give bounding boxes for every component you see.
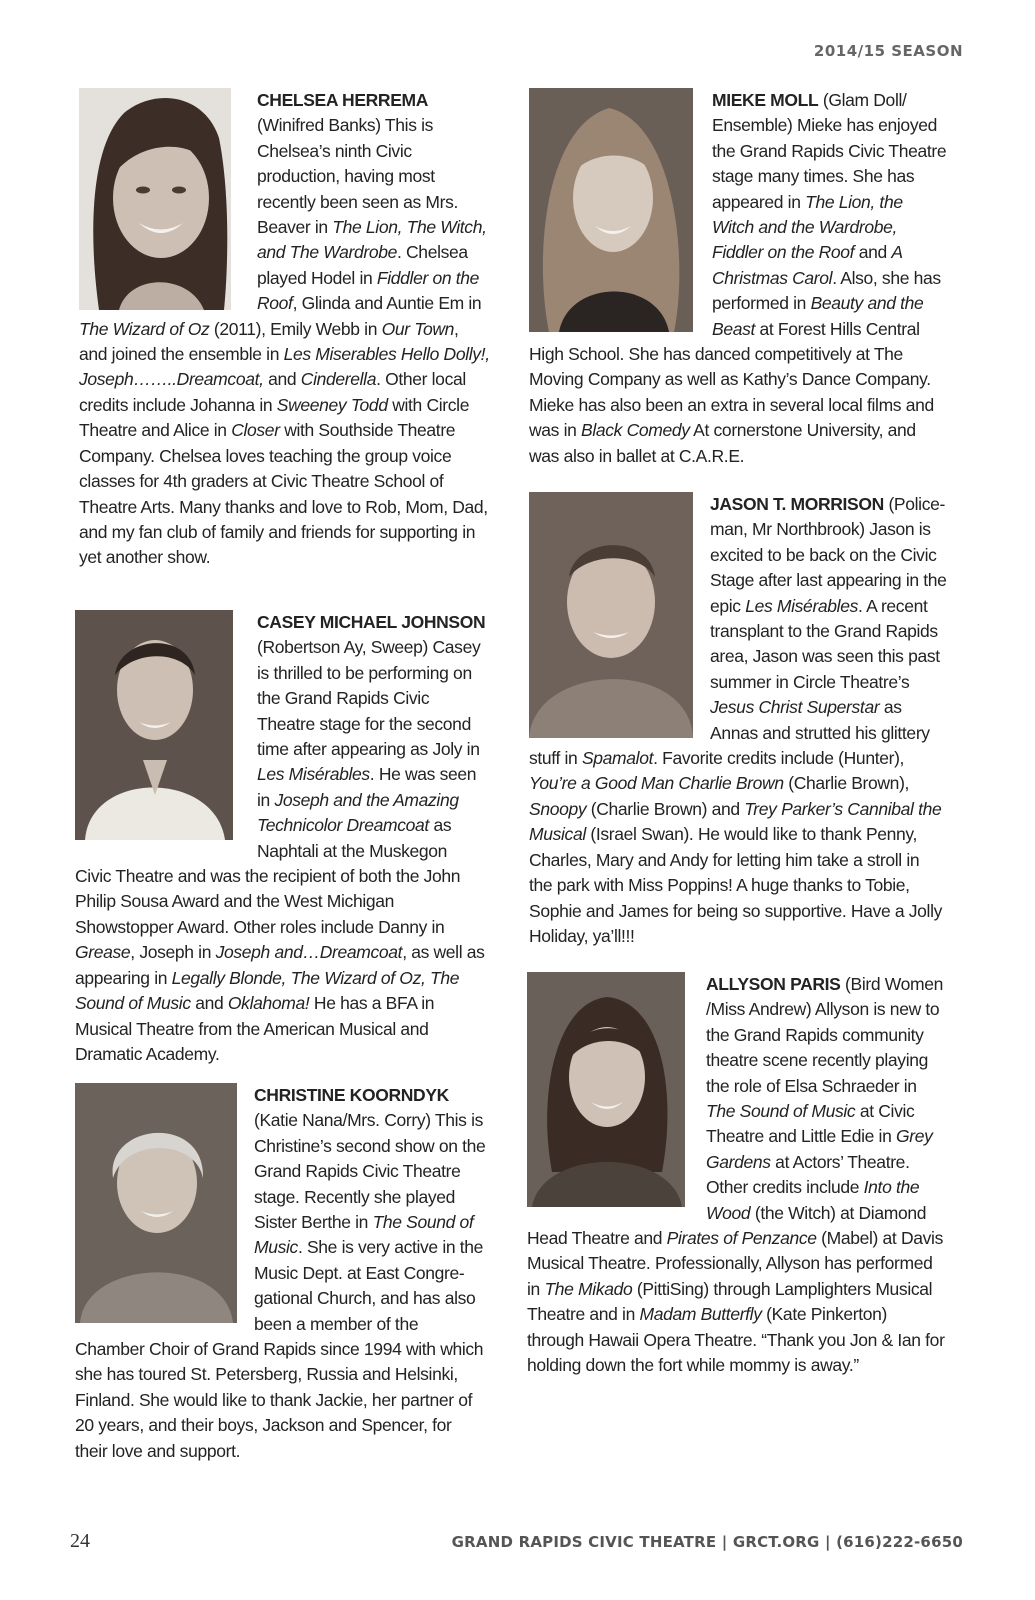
bio-chelsea-herrema [79, 88, 491, 571]
bio-mieke-moll [529, 88, 947, 469]
bio-text-run: and [263, 369, 301, 390]
bio-text-run: (Robertson Ay, Sweep) Casey is thrilled to be performing on the Grand Rapids Civic Theatre stage for the second time after appearing as Joly in [257, 637, 481, 760]
bio-title-italic: Our Town [381, 318, 455, 339]
bio-title-italic: The Lion, The Witch, and The Wardrobe [257, 217, 487, 263]
bio-text-run: as Annas and strutted his glittery stuff in [529, 697, 930, 769]
bio-name: MIEKE MOLL [712, 90, 819, 110]
bio-text-run: at Actors’ Theatre. Other credits include [706, 1151, 910, 1198]
bio-title-italic: Fiddler on the Roof [257, 267, 480, 314]
bio-title-italic: You’re a Good Man Charlie Brown [529, 773, 784, 794]
bio-title-italic: Grease [75, 942, 131, 963]
bio-title-italic: The Sound of Music [254, 1212, 474, 1258]
bio-title-italic: Pirates of Penzance [666, 1228, 817, 1249]
bio-text-run: (Israel Swan). He would like to thank Penny, Charles, Mary and Andy for letting him take a stroll in the park with Miss Poppins! A huge thanks to Tobie, Sophie and James for being so supportive. Have a Jolly Holiday, ya’ll!!! [529, 824, 943, 946]
bio-text-run: (the Witch) at Diamond Head Theatre and [527, 1202, 927, 1249]
bio-title-italic: Les Miserables Hello Dolly!, Joseph……..Dreamcoat, [79, 344, 490, 390]
bio-title-italic: Cinderella [300, 369, 377, 390]
bio-title-italic: Into the Wood [706, 1177, 920, 1223]
bio-text-run: (2011), Emily Webb in [209, 318, 382, 339]
bio-text-run: as Naphtali at the Muskegon Civic Theatre and was the recipient of both the John Philip Sousa Award and the West Michigan Showstopper Award. Other roles include Danny in [75, 815, 461, 937]
bio-title-italic: Jesus Christ Superstar [710, 697, 880, 718]
bio-text-run: , Joseph in [130, 942, 216, 963]
bio-text-run: , and joined the ensemble in [79, 318, 459, 365]
bio-text-run: (Mabel) at Davis Musical Theatre. Professionally, Allyson has performed in [527, 1228, 943, 1299]
bio-text-run: . She is very active in the Music Dept. at East Congre-gational Church, and has also been a member of the Chamber Choir of Grand Rapids since 1994 with which she has toured St. Petersberg, Russia and Helsinki, Finland. She would like to thank Jackie, her partner of 20 years, and their boys, Jackson and Spencer, for their love and support. [75, 1237, 484, 1461]
bio-title-italic: Closer [231, 420, 280, 441]
bio-title-italic: Trey Parker’s Cannibal the Musical [529, 798, 942, 845]
bio-text-run: . Favorite credits include (Hunter), [653, 748, 905, 769]
bio-text-run: . A recent transplant to the Grand Rapids area, Jason was seen this past summer in Circle Theatre’s [710, 595, 940, 692]
bio-text-run: (Police-man, Mr Northbrook) Jason is excited to be back on the Civic Stage after last appearing in the epic [710, 494, 947, 616]
bio-text-run: At cornerstone University, and was also in ballet at C.A.R.E. [529, 420, 916, 466]
bio-text-run: (Winifred Banks) This is Chelsea’s ninth Civic production, having most recently been seen as Mrs. Beaver in [257, 115, 459, 238]
bio-title-italic: Grey Gardens [706, 1126, 933, 1172]
bio-text-run: (Charlie Brown) and [586, 798, 745, 819]
bio-name: CHELSEA HERREMA [257, 90, 429, 110]
bio-title-italic: The Mikado [544, 1278, 633, 1299]
bio-text-run: He has a BFA in Musical Theatre from the American Musical and Dramatic Academy. [75, 993, 435, 1064]
bio-title-italic: The Wizard of Oz [79, 318, 210, 339]
bio-text-run: with Circle Theatre and Alice in [79, 394, 470, 441]
bio-title-italic: Joseph and…Dreamcoat [215, 942, 403, 963]
bio-text-run: . Also, she has performed in [712, 267, 941, 314]
bio-text-run: and [854, 242, 892, 263]
bio-name: CASEY MICHAEL JOHNSON [257, 612, 486, 632]
bio-text-run: , Glinda and Auntie Em in [292, 293, 482, 314]
headshot-photo [529, 88, 693, 332]
headshot-photo [527, 972, 685, 1207]
bio-casey-michael-johnson [75, 610, 487, 1067]
bio-title-italic: The Lion, the Witch and the Wardrobe, Fiddler on the Roof [712, 191, 903, 263]
bio-title-italic: Les Misérables [745, 595, 859, 616]
bio-allyson-paris [527, 972, 947, 1379]
headshot-photo [79, 88, 231, 310]
bio-text-run: (Charlie Brown), [783, 773, 910, 794]
bio-text-run: (Glam Doll/ Ensemble) Mieke has enjoyed the Grand Rapids Civic Theatre stage many times. She has appeared in [712, 90, 947, 212]
bio-text-run: (PittiSing) through Lamplighters Musical Theatre and in [527, 1278, 933, 1325]
bio-text-run: with Southside Theatre Company. Chelsea loves teaching the group voice classes for 4th graders at Civic Theatre School of Theatre Arts. Many thanks and love to Rob, Mom, Dad, and my fan club of family and friends for supporting in yet another show. [79, 420, 488, 568]
bio-text-run: at Civic Theatre and Little Edie in [706, 1101, 915, 1147]
bio-title-italic: Snoopy [529, 798, 587, 819]
headshot-photo [75, 610, 233, 840]
season-label: 2014/15 SEASON [813, 42, 963, 60]
page-number: 24 [70, 1530, 90, 1552]
bio-title-italic: Les Misérables [257, 764, 370, 785]
bio-text-run: . He was seen in [257, 764, 477, 810]
bio-text-run: , as well as appearing in [75, 942, 485, 988]
bio-title-italic: Oklahoma! [227, 993, 310, 1014]
bio-title-italic: Joseph and the Amazing Technicolor Dreamcoat [257, 789, 459, 836]
bio-title-italic: The Sound of Music [706, 1101, 856, 1122]
bio-text-run: (Kate Pinkerton) through Hawaii Opera Theatre. “Thank you Jon & Ian for holding down the fort while mommy is away.” [527, 1304, 945, 1376]
bio-title-italic: Spamalot [581, 748, 654, 769]
bio-text-run: at Forest Hills Central High School. She has danced competitively at The Moving Company as well as Kathy’s Dance Company. Mieke has also been an extra in several local films and was in [529, 318, 934, 441]
bio-name: JASON T. MORRISON [710, 494, 884, 514]
bio-text-run: (Bird Women /Miss Andrew) Allyson is new to the Grand Rapids community theatre scene recently playing the role of Elsa Schraeder in [706, 974, 943, 1096]
bio-title-italic: Legally Blonde, The Wizard of Oz, The Sound of Music [75, 967, 460, 1014]
bio-title-italic: Black Comedy [581, 420, 690, 441]
bio-title-italic: A Christmas Carol [712, 242, 903, 288]
bio-text-run: . Chelsea played Hodel in [257, 242, 468, 288]
bio-text-run: . Other local credits include Johanna in [79, 369, 466, 415]
headshot-photo [75, 1083, 237, 1323]
bio-name: CHRISTINE KOORNDYK [254, 1085, 449, 1105]
bio-title-italic: Sweeney Todd [276, 394, 388, 415]
bio-name: ALLYSON PARIS [706, 974, 841, 994]
bio-title-italic: Madam Butterfly [639, 1304, 762, 1325]
bio-christine-koorndyk [75, 1083, 487, 1464]
bio-jason-t-morrison [529, 492, 947, 949]
bio-text-run: and [190, 993, 228, 1014]
headshot-photo [529, 492, 693, 738]
footer-contact-info: GRAND RAPIDS CIVIC THEATRE | GRCT.ORG | (616)222-6650 [451, 1533, 963, 1551]
bio-text-run: (Katie Nana/Mrs. Corry) This is Christine’s second show on the Grand Rapids Civic Theatre stage. Recently she played Sister Berthe in [254, 1110, 486, 1233]
bio-title-italic: Beauty and the Beast [712, 293, 924, 339]
